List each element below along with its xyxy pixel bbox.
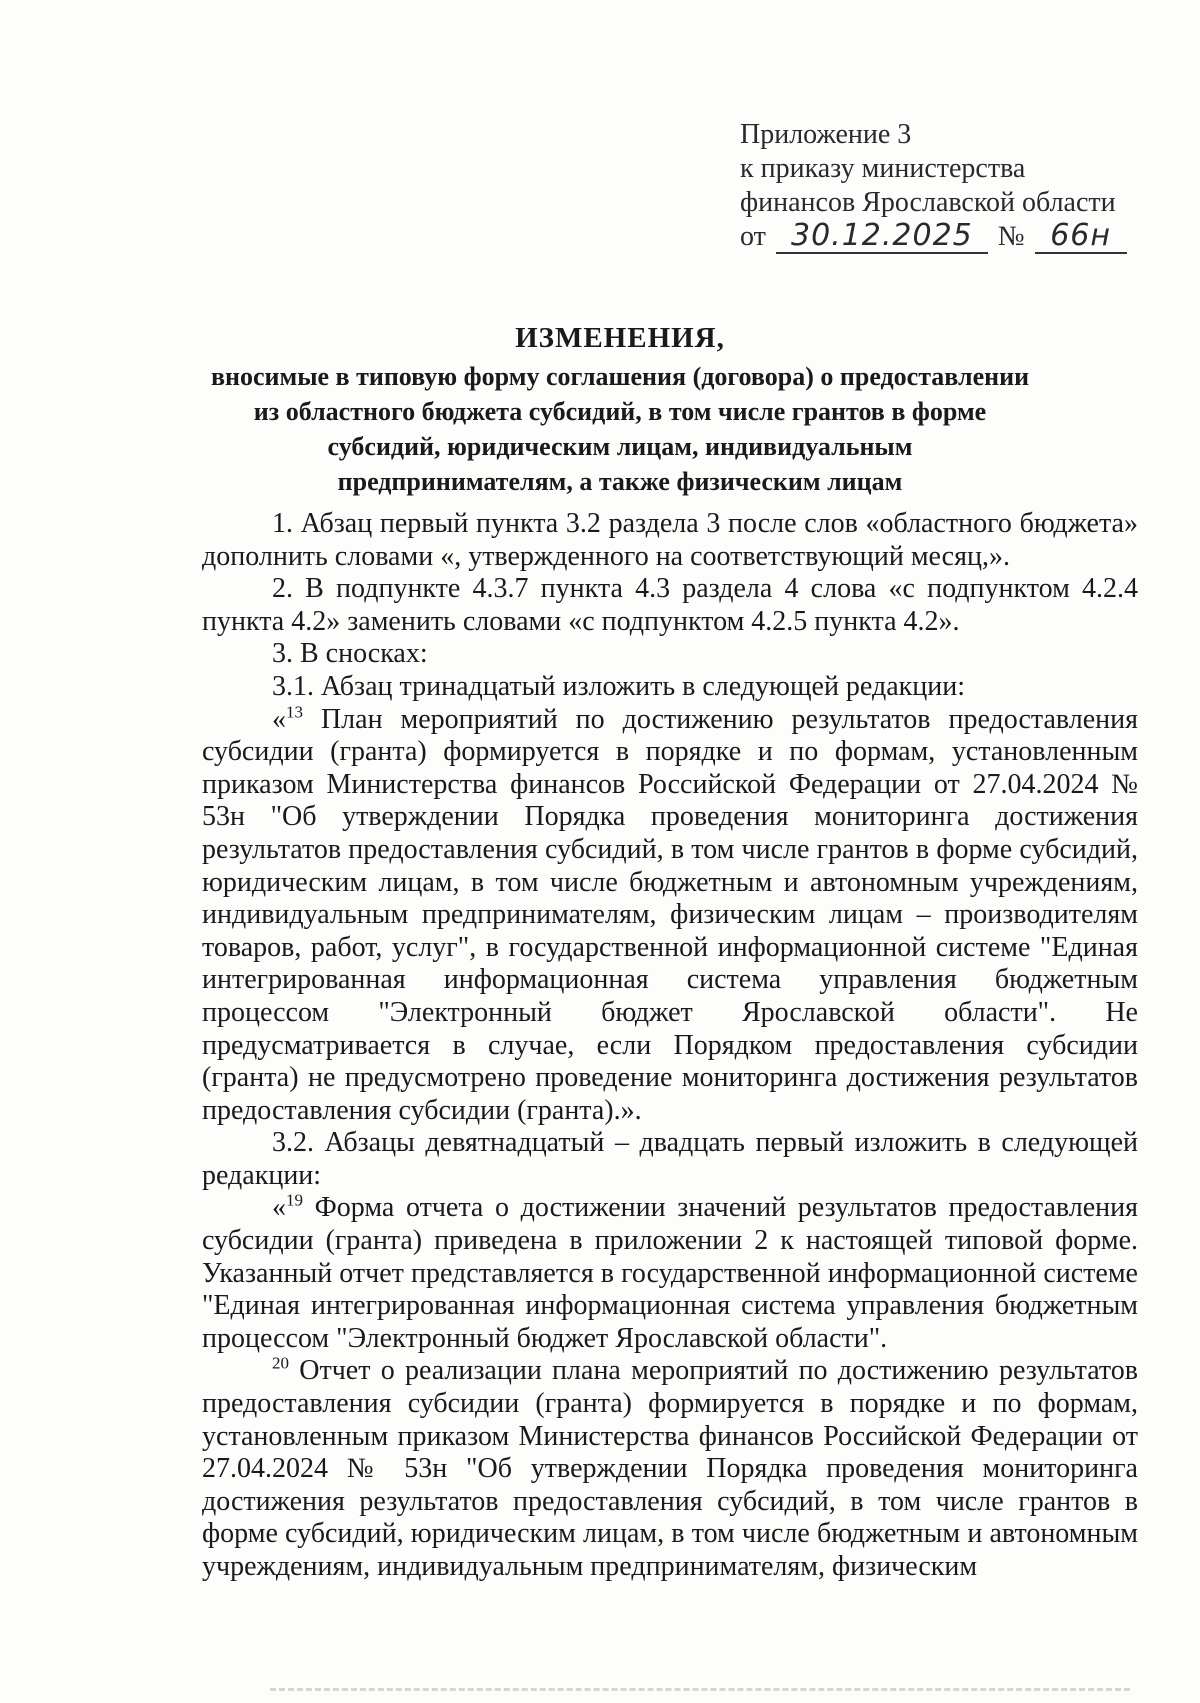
open-quote: «	[272, 1192, 286, 1224]
paragraph-7-text: Форма отчета о достижении значений результатов предоставления субсидии (гранта) приведена в приложении 2 к настоящей типовой форме. Указанный отчет представляется в государственной информационной системе "Единая интегрированная информационная система управления бюджетным процессом "Электронный бюджет Ярославской области".	[202, 1192, 1138, 1354]
document-title	[190, 318, 1050, 498]
paragraph-8-text: Отчет о реализации плана мероприятий по достижению результатов предоставления субсидии (гранта) формируется в порядке и по формам, установленным приказом Министерства финансов Российской Федерации от 27.04.2024 № 53н "Об утверждении Порядка проведения мониторинга достижения результатов предоставления субсидий, в том числе грантов в форме субсидий, юридическим лицам, в том числе бюджетным и автономным учреждениям, индивидуальным предпринимателям, физическим	[202, 1355, 1138, 1582]
number-label: №	[997, 221, 1025, 252]
paragraph-8	[202, 1355, 1138, 1583]
title-sub-line-2: из областного бюджета субсидий, в том числе грантов в форме	[253, 397, 987, 426]
handwritten-number: 66н	[1035, 220, 1127, 254]
title-sub-line-1: вносимые в типовую форму соглашения (договора) о предоставлении	[210, 362, 1030, 391]
paragraph-5-text: План мероприятий по достижению результатов предоставления субсидии (гранта) формируется в порядке и по формам, установленным приказом Министерства финансов Российской Федерации от 27.04.2024 № 53н "Об утверждении Порядка проведения мониторинга достижения результатов предоставления субсидий, в том числе грантов в форме субсидий, юридическим лицам, в том числе бюджетным и автономным учреждениям, индивидуальным предпринимателям, физическим лицам – производителям товаров, работ, услуг", в государственной информационной системе "Единая интегрированная информационная система управления бюджетным процессом "Электронный бюджет Ярославской области". Не предусматривается в случае, если Порядком предоставления субсидии (гранта) не предусмотрено проведение мониторинга достижения результатов предоставления субсидии (гранта).».	[202, 703, 1138, 1126]
paragraph-4: 3.1. Абзац тринадцатый изложить в следующей редакции:	[272, 670, 965, 702]
appendix-date-line	[740, 220, 1160, 254]
paragraph-1: 1. Абзац первый пункта 3.2 раздела 3 после слов «областного бюджета» дополнить словами «, утвержденного на соответствующий месяц,».	[202, 508, 1138, 572]
title-main: ИЗМЕНЕНИЯ,	[515, 322, 725, 354]
from-label: от	[740, 221, 766, 252]
title-sub-line-4: предпринимателям, а также физическим лицам	[337, 467, 903, 496]
appendix-ministry-line: финансов Ярославской области	[740, 187, 1116, 218]
paragraph-7	[202, 1192, 1138, 1355]
paragraph-3: 3. В сносках:	[272, 638, 428, 670]
footnote-marker-20: 20	[272, 1354, 289, 1374]
appendix-order-line: к приказу министерства	[740, 153, 1026, 184]
title-sub-line-3: субсидий, юридическим лицам, индивидуальным	[327, 432, 913, 461]
paragraph-2: 2. В подпункте 4.3.7 пункта 4.3 раздела 4 слова «с подпунктом 4.2.4 пункта 4.2» заменить словами «с подпунктом 4.2.5 пункта 4.2».	[202, 573, 1138, 637]
footnote-marker-19: 19	[286, 1191, 303, 1211]
appendix-header	[740, 118, 1160, 254]
handwritten-date: 30.12.2025	[776, 220, 988, 254]
open-quote: «	[272, 703, 286, 735]
paragraph-6: 3.2. Абзацы девятнадцатый – двадцать первый изложить в следующей редакции:	[202, 1127, 1138, 1191]
footnote-marker-13: 13	[286, 702, 303, 722]
page-bottom-artifact	[270, 1688, 1130, 1695]
appendix-title: Приложение 3	[740, 119, 912, 150]
document-body	[202, 508, 1138, 1584]
paragraph-5	[202, 704, 1138, 1128]
